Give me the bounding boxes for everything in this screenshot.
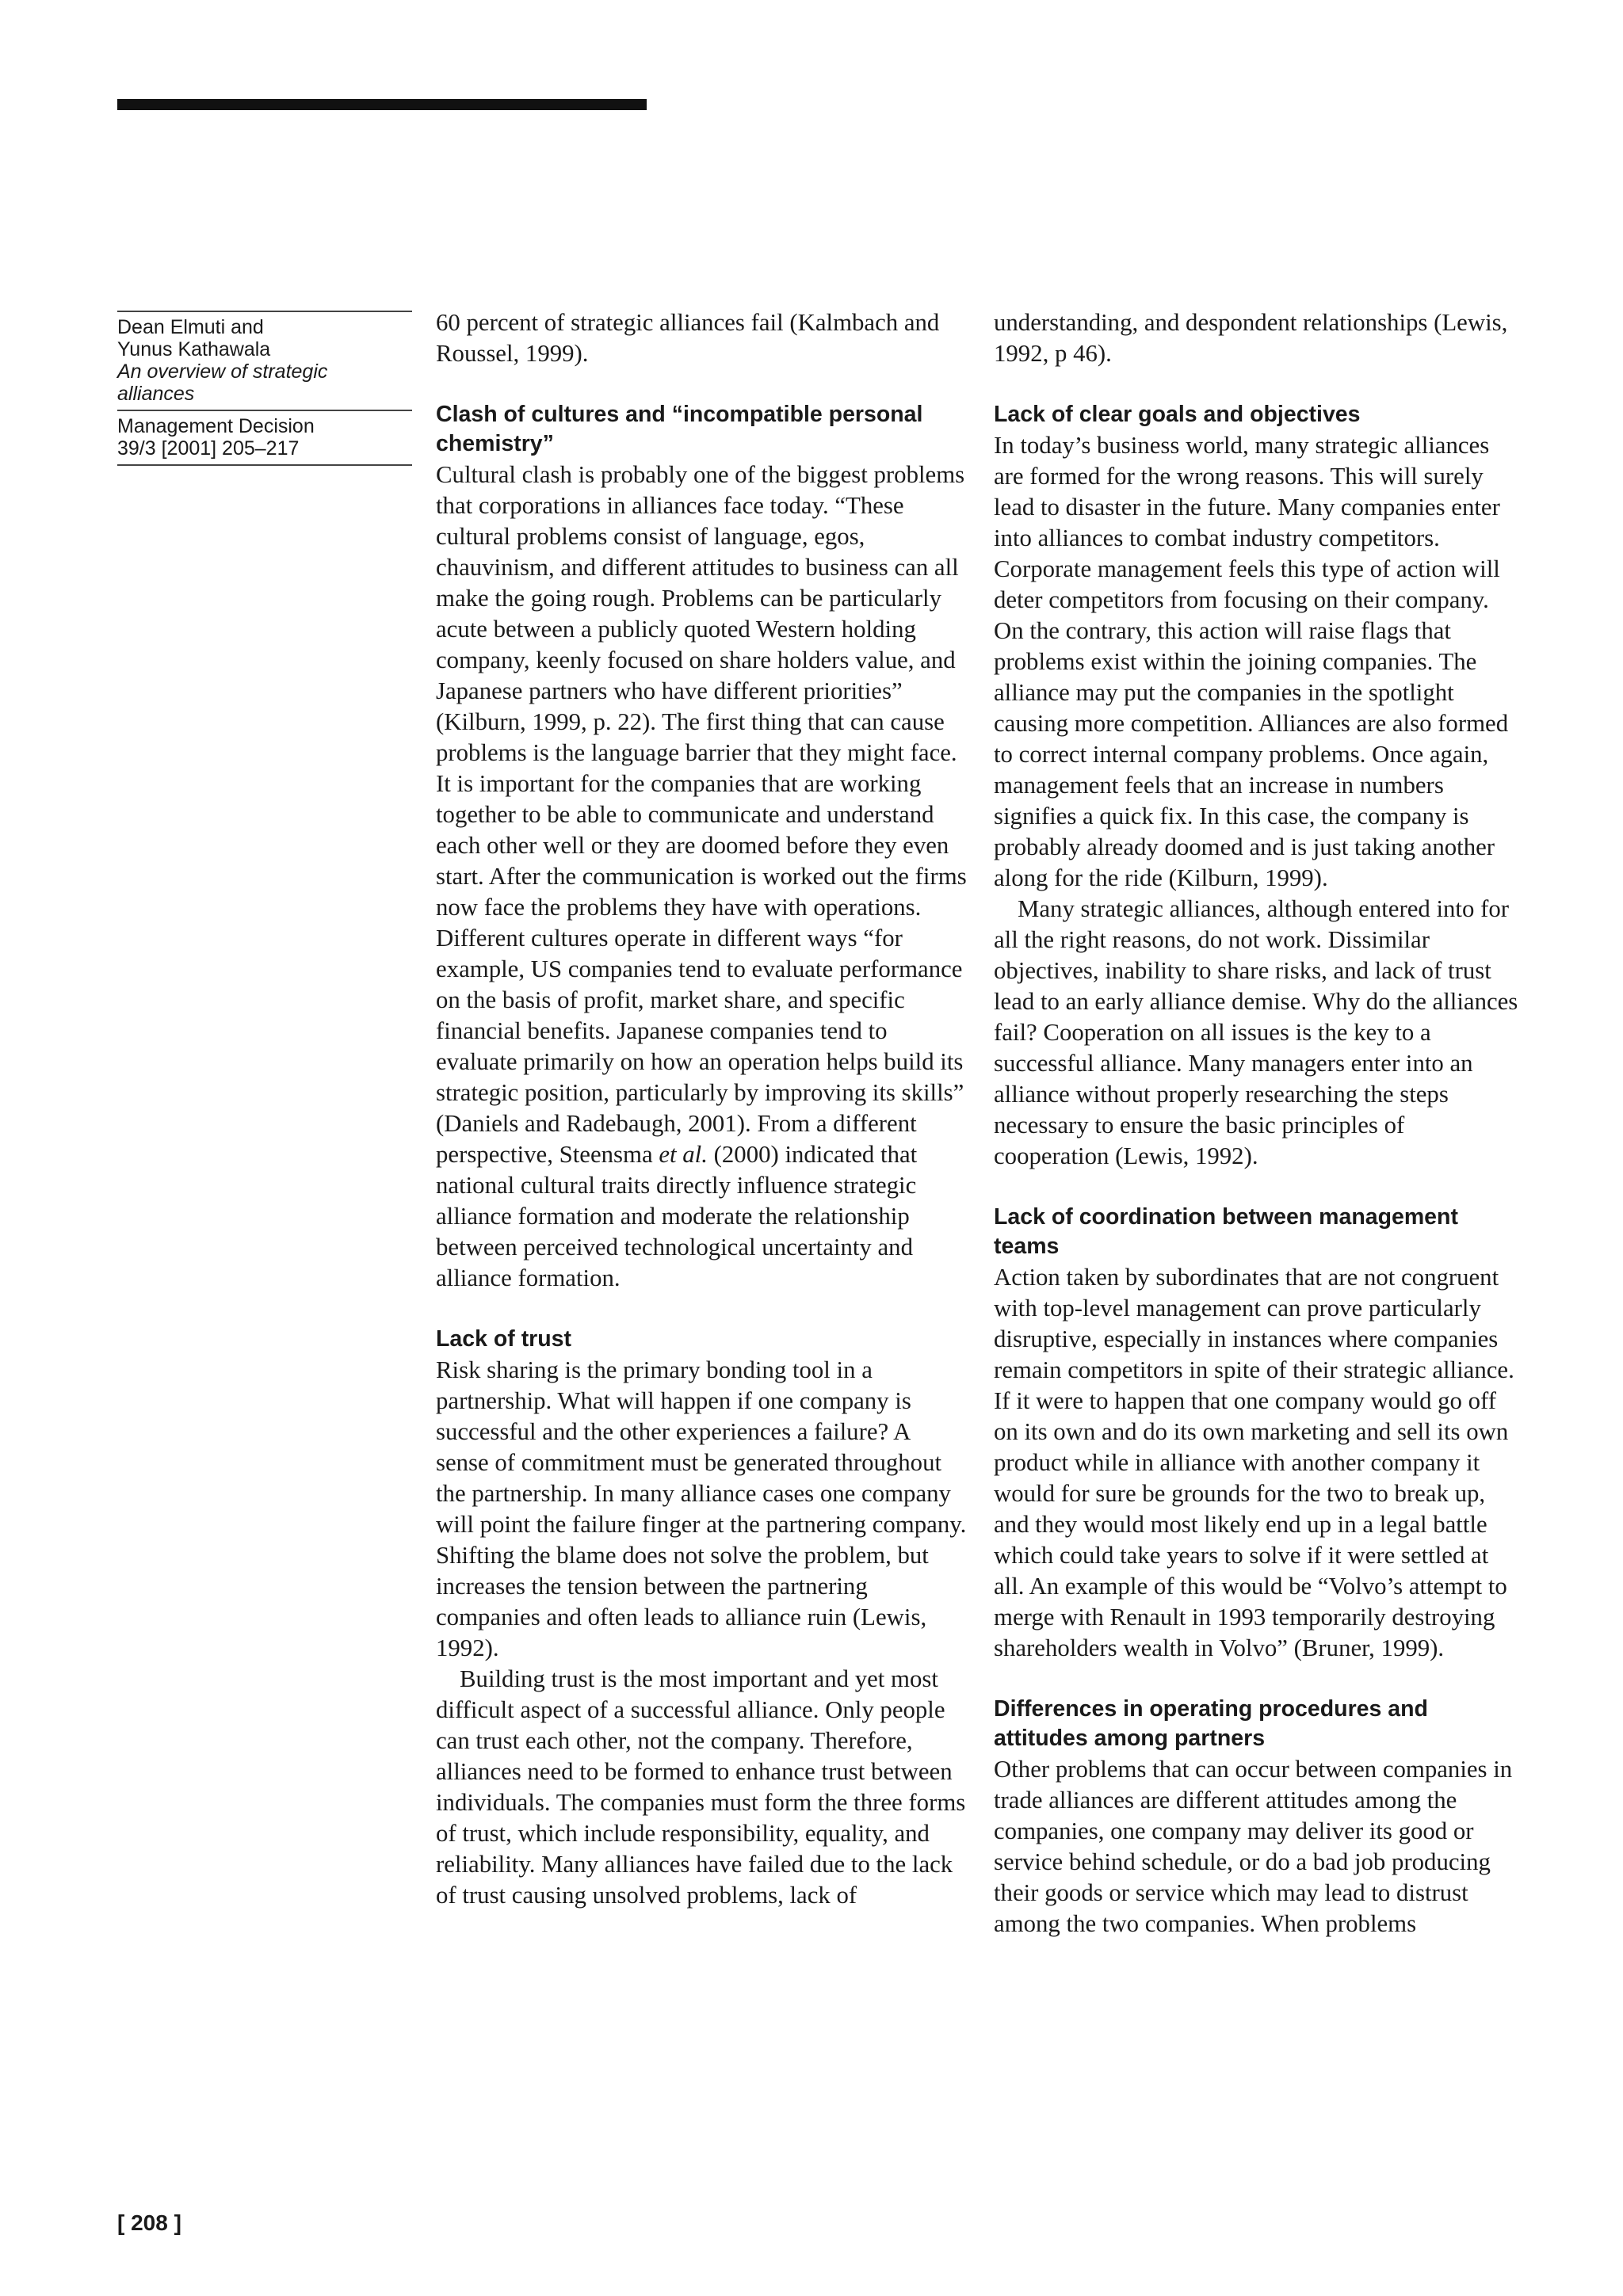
body-paragraph: understanding, and despondent relationships (Lewis, 1992, p 46). — [994, 309, 1508, 367]
section-heading: Lack of trust — [436, 1326, 572, 1352]
section-heading: Clash of cultures and “incompatible personal chemistry” — [436, 402, 923, 456]
section-heading: Lack of clear goals and objectives — [994, 402, 1361, 427]
journal-block — [117, 410, 412, 464]
body-paragraph: Many strategic alliances, although entered into for all the right reasons, do not work. Dissimilar objectives, inability to share risks, and lack of trust lead to an early alliance demise. Why do the alliances fail? Cooperation on all issues is the key to a successful alliance. Many managers enter into an alliance without properly researching the steps necessary to ensure the basic principles of cooperation (Lewis, 1992). — [994, 895, 1518, 1169]
article-title-line: alliances — [117, 383, 195, 405]
journal-volume: 39/3 [2001] 205–217 — [117, 437, 300, 460]
author-line: Yunus Kathawala — [117, 338, 271, 360]
body-text: Cultural clash is probably one of the biggest problems that corporations in alliances face today. “These cultural problems consist of language, egos, chauvinism, and different attitudes to business can all make the going rough. Problems can be particularly acute between a publicly quoted Western holding company, keenly focused on share holders value, and Japanese partners who have different priorities” (Kilburn, 1999, p. 22). The first thing that can cause problems is the language barrier that they might face. It is important for the companies that are working together to be able to communicate and understand each other well or they are doomed before they even start. After the communication is worked out the firms now face the problems they have with operations. Different cultures operate in different ways “for example, US companies tend to evaluate performance on the basis of profit, market share, and specific financial benefits. Japanese companies tend to evaluate primarily on how an operation helps build its strategic position, particularly by improving its skills” (Daniels and Radebaugh, 2001). From a different perspective, Steensma — [436, 461, 967, 1168]
body-paragraph: Action taken by subordinates that are not congruent with top-level management can prove particularly disruptive, especially in instances where companies remain competitors in spite of their strategic alliance. If it were to happen that one company would go off on its own and do its own marketing and sell its own product while in alliance with another company it would for sure be grounds for the two to break up, and they would most likely end up in a legal battle which could take years to solve if it were settled at all. An example of this would be “Volvo’s attempt to merge with Renault in 1993 temporarily destroying shareholders wealth in Volvo” (Bruner, 1999). — [994, 1264, 1514, 1661]
author-line: Dean Elmuti and — [117, 316, 264, 338]
body-paragraph: In today’s business world, many strategic alliances are formed for the wrong reasons. This will surely lead to disaster in the future. Many companies enter into alliances to combat industry competitors. Corporate management feels this type of action will deter competitors from focusing on their company. On the contrary, this action will raise flags that problems exist within the joining companies. The alliance may put the companies in the spotlight causing more competition. Alliances are also formed to correct internal company problems. Once again, management feels that an increase in numbers signifies a quick fix. In this case, the company is probably already doomed and is just taking another along for the ride (Kilburn, 1999). — [994, 432, 1509, 891]
section-heading: Lack of coordination between management teams — [994, 1204, 1458, 1259]
italic-text: et al. — [659, 1141, 708, 1168]
page-number: [ 208 ] — [117, 2210, 181, 2235]
sidebar-rule — [117, 464, 412, 466]
right-text-column — [994, 307, 1525, 1939]
body-text: (2000) indicated that national cultural traits directly influence strategic alliance formation and moderate the relationship between perceived technological uncertainty and alliance formation. — [436, 1141, 918, 1291]
author-block — [117, 311, 412, 410]
body-paragraph: 60 percent of strategic alliances fail (Kalmbach and Roussel, 1999). — [436, 309, 940, 367]
article-title-line: An overview of strategic — [117, 360, 328, 383]
journal-name: Management Decision — [117, 415, 315, 437]
section-heading: Differences in operating procedures and attitudes among partners — [994, 1696, 1428, 1751]
body-paragraph — [436, 460, 967, 1294]
header-rule — [117, 99, 647, 110]
body-paragraph: Risk sharing is the primary bonding tool in a partnership. What will happen if one company is successful and the other experiences a failure? A sense of commitment must be generated throughout the partnership. In many alliance cases one company will point the failure finger at the partnering company. Shifting the blame does not solve the problem, but increases the tension between the partnering companies and often leads to alliance ruin (Lewis, 1992). — [436, 1356, 967, 1661]
body-paragraph: Building trust is the most important and yet most difficult aspect of a successful alliance. Only people can trust each other, not the company. Therefore, alliances need to be formed to enhance trust between individuals. The companies must form the three forms of trust, which include responsibility, equality, and reliability. Many alliances have failed due to the lack of trust causing unsolved problems, lack of — [436, 1665, 966, 1909]
left-text-column — [436, 307, 967, 1911]
body-paragraph: Other problems that can occur between companies in trade alliances are different attitudes among the companies, one company may deliver its good or service behind schedule, or do a bad job producing their goods or service which may lead to distrust among the two companies. When problems — [994, 1756, 1513, 1937]
citation-sidebar — [117, 311, 412, 466]
